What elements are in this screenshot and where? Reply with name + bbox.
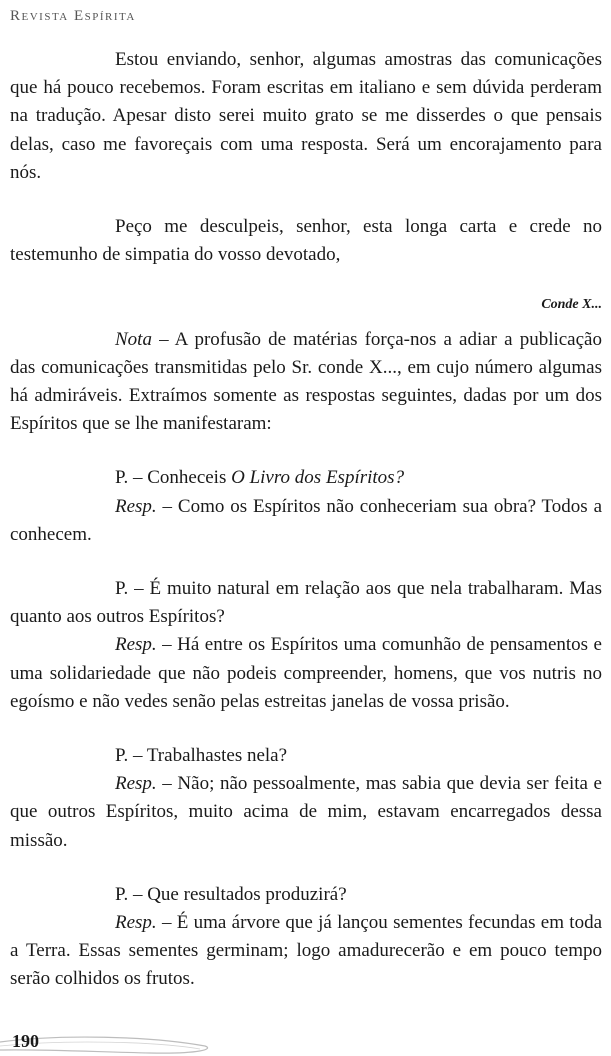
answer-1-text: – Como os Espíritos não conheceriam sua obra? Todos a conhecem. [10, 495, 602, 545]
answer-4-label: Resp. [115, 912, 157, 934]
question-4: P. – Que resultados produzirá? [115, 883, 347, 905]
answer-3 [10, 770, 602, 855]
answer-3-label: Resp. [115, 773, 157, 795]
note-label: Nota [115, 328, 152, 350]
answer-1-label: Resp. [115, 495, 157, 517]
question-3: P. – Trabalhastes nela? [115, 745, 288, 767]
running-head: Revista Espírita [10, 8, 136, 24]
question-2: P. – É muito natural em relação aos que nela trabalharam. Mas quanto aos outros Espíritos? [10, 578, 602, 628]
answer-4 [10, 909, 602, 994]
letter-paragraph-1: Estou enviando, senhor, algumas amostras das comunicações que há pouco recebemos. Foram escritas em italiano e sem dúvida perderam na tradução. Apesar disto serei muito grato se me disserdes o que pensais delas, caso me favoreçais com uma resposta. Será um encorajamento para nós. [10, 49, 602, 183]
answer-1 [10, 493, 602, 549]
answer-4-text: – É uma árvore que já lançou sementes fecundas em toda a Terra. Essas sementes germinam; logo amadurecerão e em pouco tempo serão colhidos os frutos. [10, 912, 602, 990]
page-body [10, 46, 602, 994]
editor-note [10, 326, 602, 439]
book-title: O Livro dos Espíritos? [231, 467, 405, 489]
letter-paragraph-2: Peço me desculpeis, senhor, esta longa carta e crede no testemunho de simpatia do vosso devotado, [10, 216, 602, 266]
answer-3-text: – Não; não pessoalmente, mas sabia que devia ser feita e que outros Espíritos, muito acima de mim, estavam encarregados dessa missão. [10, 773, 602, 851]
signature: Conde X... [541, 297, 602, 313]
question-1-text: P. – Conheceis [115, 467, 232, 489]
answer-2 [10, 631, 602, 716]
answer-2-text: – Há entre os Espíritos uma comunhão de pensamentos e uma solidariedade que não podeis compreender, homens, que vos nutris no egoísmo e não vedes senão pelas estreitas janelas de vossa prisão. [10, 634, 602, 712]
page-number: 190 [12, 1031, 39, 1051]
question-1 [10, 464, 602, 492]
answer-2-label: Resp. [115, 634, 157, 656]
note-text: – A profusão de matérias força-nos a adiar a publicação das comunicações transmitidas pelo Sr. conde X..., em cujo número algumas há admiráveis. Extraímos somente as respostas seguintes, dadas por um dos Espíritos que se lhe manifestaram: [10, 328, 602, 435]
